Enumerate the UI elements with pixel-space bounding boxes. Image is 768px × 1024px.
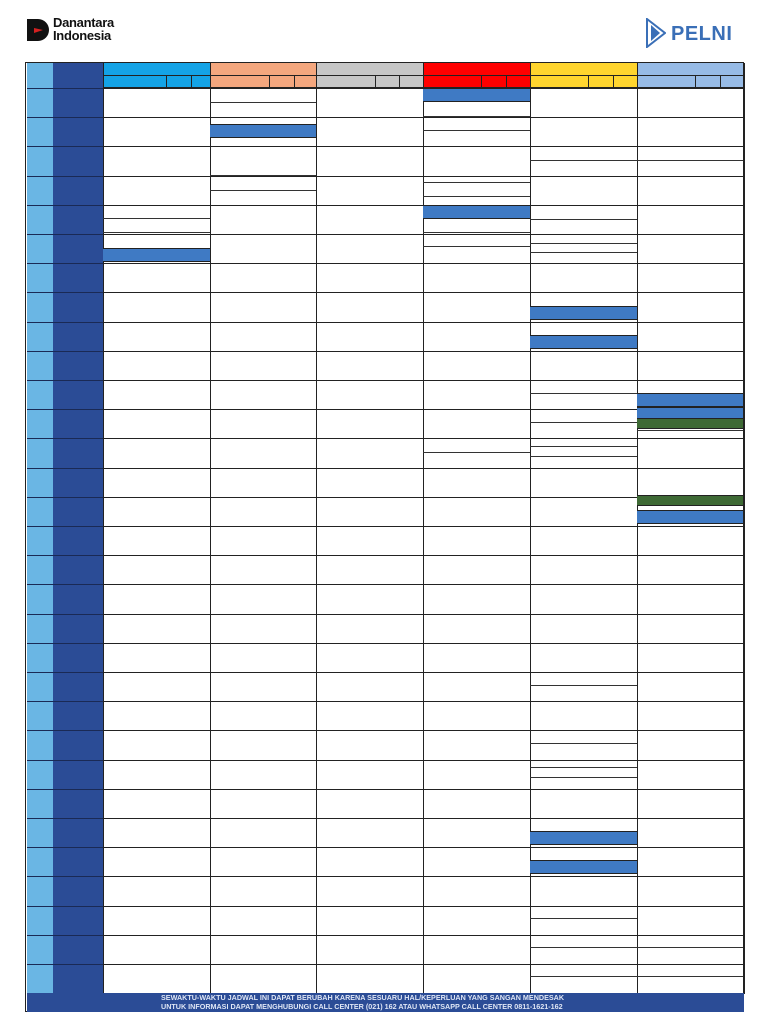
footer-line-1: SEWAKTU-WAKTU JADWAL INI DAPAT BERUBAH KARENA SESUARU HAL/KEPERLUAN YANG SANGAN MENDESAK — [161, 993, 565, 1002]
pelni-logo — [646, 18, 746, 48]
danantara-text-line1: Danantara — [53, 15, 114, 30]
footer-left-cell — [27, 993, 103, 1012]
danantara-mark-icon — [27, 19, 49, 41]
schedule-frame — [25, 62, 744, 1012]
pelni-wordmark: PELNI — [671, 23, 733, 45]
pelni-mark-icon — [646, 18, 666, 48]
footer-line-2: UNTUK INFORMASI DAPAT MENGHUBUNGI CALL CENTER (021) 162 ATAU WHATSAPP CALL CENTER 0811-1621-162 — [161, 1002, 563, 1011]
footer-note — [103, 993, 744, 1012]
danantara-text-line2: Indonesia — [53, 28, 111, 43]
footer-text — [161, 993, 564, 1011]
danantara-logo — [27, 16, 137, 46]
column-divider — [744, 63, 745, 994]
danantara-wordmark — [53, 16, 114, 42]
